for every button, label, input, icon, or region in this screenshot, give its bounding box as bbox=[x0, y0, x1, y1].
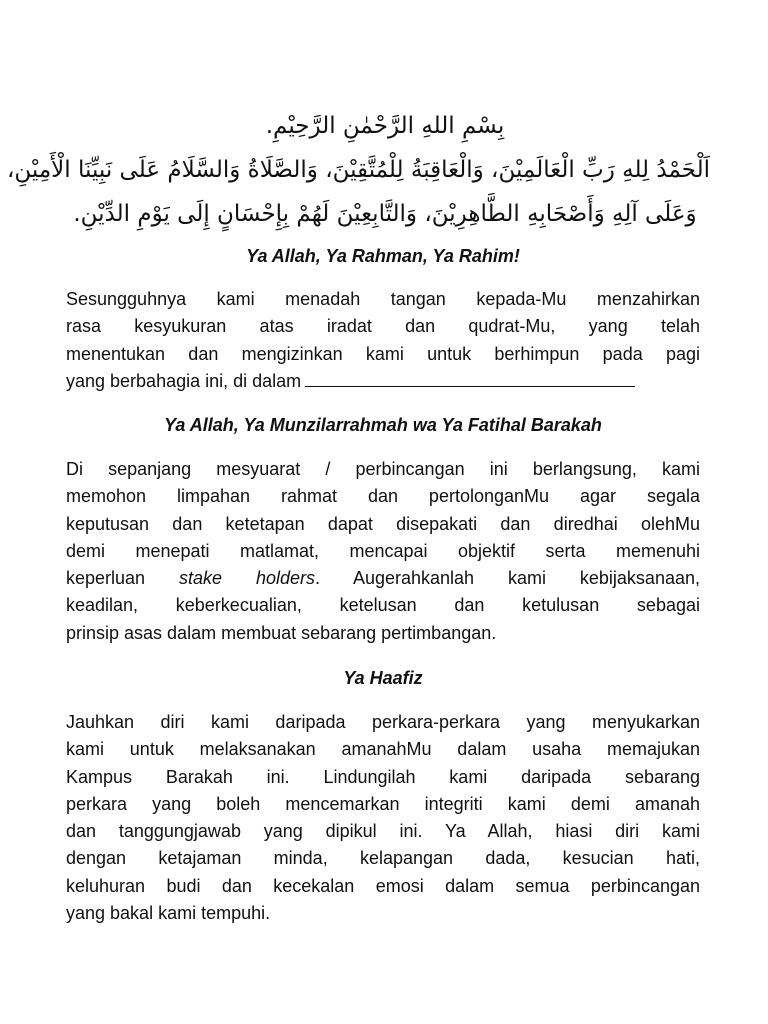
paragraph-line: menentukan dan mengizinkan kami untuk berhimpun pada pagi bbox=[66, 343, 700, 364]
section-heading-haafiz: Ya Haafiz bbox=[343, 668, 423, 688]
paragraph-line: demi menepati matlamat, mencapai objektif serta memenuhi bbox=[66, 540, 700, 561]
paragraph-meeting-blessing bbox=[66, 456, 700, 647]
paragraph-line: dan tanggungjawab yang dipikul ini. Ya Allah, hiasi diri kami bbox=[66, 821, 700, 842]
paragraph-line: Jauhkan diri kami daripada perkara-perkara yang menyukarkan bbox=[66, 712, 700, 732]
arabic-opening-prayer bbox=[6, 104, 710, 236]
paragraph-line: Di sepanjang mesyuarat / perbincangan ini berlangsung, kami bbox=[66, 459, 700, 479]
paragraph-line: memohon limpahan rahmat dan pertolonganMu agar segala bbox=[66, 486, 700, 507]
paragraph-line-text: yang berbahagia ini, di dalam bbox=[66, 370, 302, 391]
paragraph-protection bbox=[66, 709, 700, 927]
paragraph-line: Sesungguhnya kami menadah tangan kepada-Mu menzahirkan bbox=[66, 289, 700, 309]
paragraph-line-mixed bbox=[66, 565, 700, 592]
paragraph-line: Kampus Barakah ini. Lindungilah kami daripada sebarang bbox=[66, 766, 700, 787]
paragraph-line: perkara yang boleh mencemarkan integriti kami demi amanah bbox=[66, 793, 700, 814]
arabic-line-basmalah: بِسْمِ اللهِ الرَّحْمٰنِ الرَّحِيْمِ. bbox=[265, 113, 505, 139]
section-heading-rahman: Ya Allah, Ya Rahman, Ya Rahim! bbox=[246, 246, 520, 266]
fill-in-blank-line bbox=[305, 368, 635, 387]
paragraph-line: keluhuran budi dan kecekalan emosi dalam semua perbincangan bbox=[66, 875, 700, 896]
paragraph-text: keperluan bbox=[66, 568, 146, 589]
arabic-line-hamdalah: اَلْحَمْدُ لِلهِ رَبِّ الْعَالَمِيْنَ، وَالْعَاقِبَةُ لِلْمُتَّقِيْنَ، وَالصَّلَاةُ وَالسَّلَامُ عَلَى نَبِيِّنَا الْأَمِيْنِ، bbox=[6, 157, 710, 183]
italic-term-stake-holders: stake holders bbox=[179, 568, 315, 589]
paragraph-line: prinsip asas dalam membuat sebarang pertimbangan. bbox=[66, 622, 497, 643]
paragraph-line: keadilan, keberkecualian, ketelusan dan ketulusan sebagai bbox=[66, 595, 700, 616]
paragraph-gratitude bbox=[66, 286, 700, 395]
paragraph-line: yang bakal kami tempuhi. bbox=[66, 903, 271, 924]
section-heading-munzilarrahmah: Ya Allah, Ya Munzilarrahmah wa Ya Fatihal Barakah bbox=[164, 415, 602, 435]
arabic-line-salawat: وَعَلَى آلِهِ وَأَصْحَابِهِ الطَّاهِرِيْنَ، وَالتَّابِعِيْنَ لَهُمْ بِإِحْسَانٍ إِلَى يَوْمِ الدِّيْنِ. bbox=[73, 201, 697, 227]
paragraph-line-with-blank bbox=[66, 368, 700, 395]
paragraph-line: keputusan dan ketetapan dapat disepakati dan diredhai olehMu bbox=[66, 513, 700, 534]
paragraph-text: . Augerahkanlah kami kebijaksanaan, bbox=[315, 568, 700, 589]
paragraph-line: dengan ketajaman minda, kelapangan dada, kesucian hati, bbox=[66, 848, 700, 869]
paragraph-line: rasa kesyukuran atas iradat dan qudrat-Mu, yang telah bbox=[66, 316, 700, 337]
paragraph-line: kami untuk melaksanakan amanahMu dalam usaha memajukan bbox=[66, 739, 700, 760]
